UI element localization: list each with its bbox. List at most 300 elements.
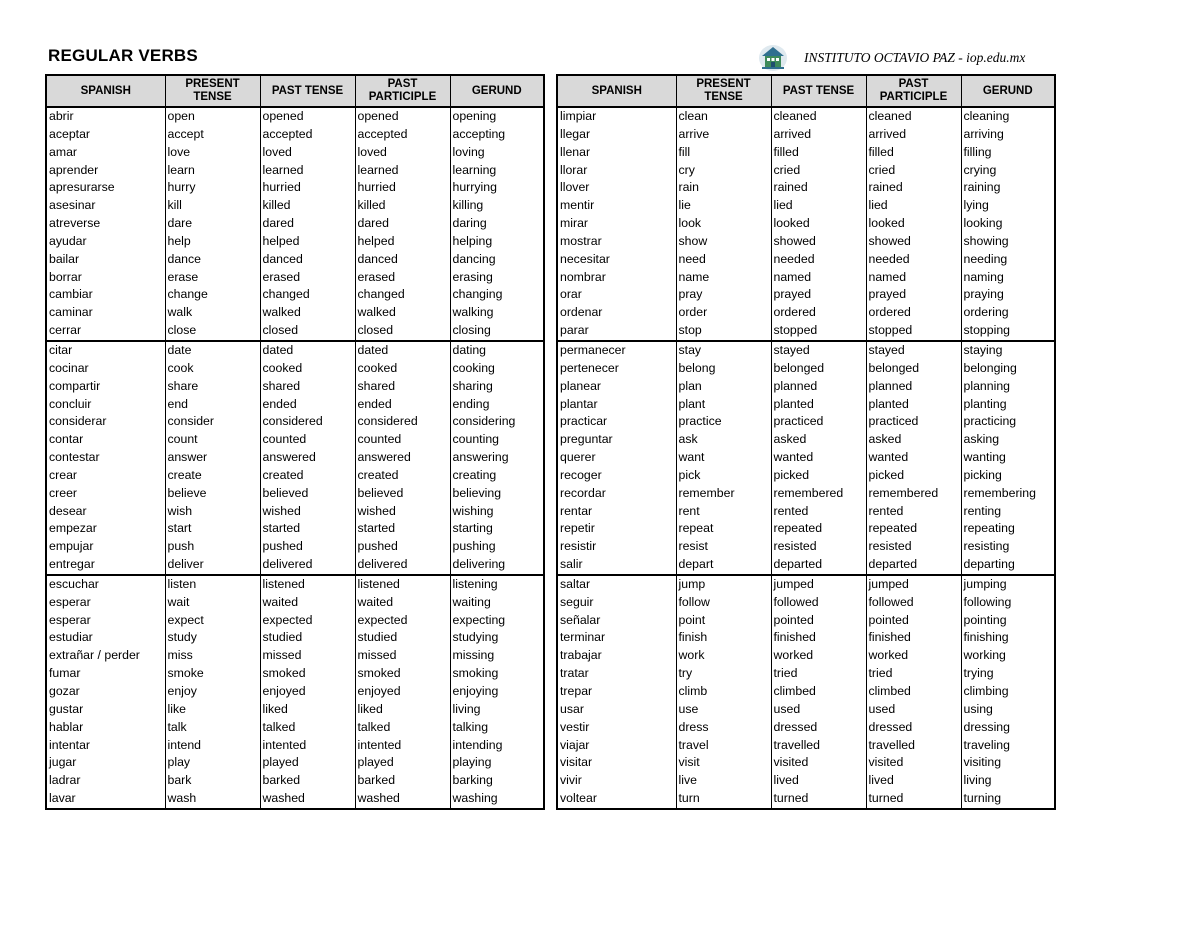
past-tense-cell: planned — [771, 378, 866, 396]
past-participle-cell: finished — [866, 629, 961, 647]
present-tense-cell: study — [165, 629, 260, 647]
past-participle-cell: believed — [355, 485, 450, 503]
past-tense-cell: wanted — [771, 449, 866, 467]
spanish-cell: orar — [560, 287, 582, 302]
past-participle-cell: rented — [866, 503, 961, 521]
present-tense-cell: intend — [165, 737, 260, 755]
present-tense-cell: finish — [676, 629, 771, 647]
spanish-cell: llorar — [560, 162, 588, 177]
present-tense-cell: travel — [676, 737, 771, 755]
spanish-cell: plantar — [560, 396, 598, 411]
gerund-cell: filling — [961, 144, 1055, 162]
past-participle-cell: hurried — [355, 179, 450, 197]
gerund-cell: ordering — [961, 304, 1055, 322]
verb-row — [557, 449, 1055, 467]
past-participle-cell: delivered — [355, 556, 450, 575]
gerund-cell: studying — [450, 629, 544, 647]
past-participle-cell: killed — [355, 197, 450, 215]
past-tense-cell: travelled — [771, 737, 866, 755]
header-gerund: GERUND — [450, 75, 544, 107]
verb-row — [46, 594, 544, 612]
past-participle-cell: ordered — [866, 304, 961, 322]
verbs-table-right — [556, 74, 1056, 810]
gerund-cell: answering — [450, 449, 544, 467]
spanish-cell: vivir — [560, 773, 582, 788]
verb-row — [557, 683, 1055, 701]
spanish-cell: aprender — [49, 162, 99, 177]
gerund-cell: creating — [450, 467, 544, 485]
verb-row — [46, 737, 544, 755]
past-tense-cell: counted — [260, 431, 355, 449]
institute-logo-icon — [758, 44, 788, 72]
present-tense-cell: pray — [676, 286, 771, 304]
verb-row — [46, 179, 544, 197]
present-tense-cell: show — [676, 233, 771, 251]
spanish-cell: usar — [560, 701, 584, 716]
present-tense-cell: erase — [165, 269, 260, 287]
spanish-cell: salir — [560, 557, 583, 572]
present-tense-cell: need — [676, 251, 771, 269]
gerund-cell: trying — [961, 665, 1055, 683]
past-participle-cell: jumped — [866, 575, 961, 594]
spanish-cell: entregar — [49, 557, 95, 572]
verb-row — [557, 251, 1055, 269]
gerund-cell: accepting — [450, 126, 544, 144]
past-tense-cell: stayed — [771, 341, 866, 360]
past-tense-cell: climbed — [771, 683, 866, 701]
spanish-cell: necesitar — [560, 251, 610, 266]
verb-row — [46, 683, 544, 701]
past-tense-cell: used — [771, 701, 866, 719]
past-participle-cell: cried — [866, 162, 961, 180]
verb-row — [557, 503, 1055, 521]
gerund-cell: belonging — [961, 360, 1055, 378]
verb-row — [557, 790, 1055, 809]
spanish-cell: esperar — [49, 594, 91, 609]
present-tense-cell: remember — [676, 485, 771, 503]
verb-row — [46, 449, 544, 467]
past-tense-cell: washed — [260, 790, 355, 809]
present-tense-cell: use — [676, 701, 771, 719]
verb-row — [46, 162, 544, 180]
past-tense-cell: pointed — [771, 612, 866, 630]
spanish-cell: parar — [560, 323, 589, 338]
gerund-cell: opening — [450, 107, 544, 126]
past-tense-cell: ordered — [771, 304, 866, 322]
past-participle-cell: followed — [866, 594, 961, 612]
header-present-tense: PRESENT TENSE — [165, 75, 260, 107]
gerund-cell: considering — [450, 413, 544, 431]
gerund-cell: departing — [961, 556, 1055, 575]
past-participle-cell: started — [355, 520, 450, 538]
gerund-cell: turning — [961, 790, 1055, 809]
gerund-cell: ending — [450, 396, 544, 414]
past-participle-cell: learned — [355, 162, 450, 180]
gerund-cell: stopping — [961, 322, 1055, 341]
past-tense-cell: missed — [260, 647, 355, 665]
gerund-cell: traveling — [961, 737, 1055, 755]
gerund-cell: naming — [961, 269, 1055, 287]
spanish-cell: señalar — [560, 612, 601, 627]
verb-row — [46, 503, 544, 521]
spanish-cell: apresurarse — [49, 180, 115, 195]
present-tense-cell: rent — [676, 503, 771, 521]
verb-row — [46, 378, 544, 396]
spanish-cell: gozar — [49, 684, 80, 698]
gerund-cell: washing — [450, 790, 544, 809]
gerund-cell: daring — [450, 215, 544, 233]
present-tense-cell: kill — [165, 197, 260, 215]
past-tense-cell: created — [260, 467, 355, 485]
spanish-cell: contar — [49, 432, 84, 447]
past-participle-cell: expected — [355, 612, 450, 630]
past-participle-cell: stopped — [866, 322, 961, 341]
spanish-cell: llover — [560, 180, 590, 195]
past-tense-cell: dated — [260, 341, 355, 360]
spanish-cell: mentir — [560, 198, 595, 213]
gerund-cell: missing — [450, 647, 544, 665]
verb-row — [557, 737, 1055, 755]
spanish-cell: considerar — [49, 414, 107, 429]
verb-row — [557, 665, 1055, 683]
past-tense-cell: cooked — [260, 360, 355, 378]
verb-row — [557, 612, 1055, 630]
present-tense-cell: hurry — [165, 179, 260, 197]
verb-row — [46, 575, 544, 594]
present-tense-cell: answer — [165, 449, 260, 467]
past-participle-cell: visited — [866, 754, 961, 772]
verb-row — [557, 162, 1055, 180]
verb-row — [557, 396, 1055, 414]
gerund-cell: delivering — [450, 556, 544, 575]
past-participle-cell: tried — [866, 665, 961, 683]
spanish-cell: visitar — [560, 755, 593, 770]
spanish-cell: caminar — [49, 305, 93, 320]
verb-row — [46, 629, 544, 647]
gerund-cell: picking — [961, 467, 1055, 485]
past-tense-cell: visited — [771, 754, 866, 772]
verb-row — [557, 772, 1055, 790]
verb-row — [46, 719, 544, 737]
spanish-cell: ayudar — [49, 233, 87, 248]
past-participle-cell: planned — [866, 378, 961, 396]
gerund-cell: living — [961, 772, 1055, 790]
past-tense-cell: planted — [771, 396, 866, 414]
spanish-cell: ladrar — [49, 773, 81, 788]
past-participle-cell: washed — [355, 790, 450, 809]
verbs-table-left — [45, 74, 545, 810]
verbs-table-right-body — [557, 107, 1055, 809]
past-participle-cell: cleaned — [866, 107, 961, 126]
present-tense-cell: expect — [165, 612, 260, 630]
past-participle-cell: helped — [355, 233, 450, 251]
gerund-cell: playing — [450, 754, 544, 772]
gerund-cell: sharing — [450, 378, 544, 396]
present-tense-cell: fill — [676, 144, 771, 162]
present-tense-cell: close — [165, 322, 260, 341]
verb-row — [46, 251, 544, 269]
present-tense-cell: climb — [676, 683, 771, 701]
past-participle-cell: counted — [355, 431, 450, 449]
past-tense-cell: rained — [771, 179, 866, 197]
past-participle-cell: cooked — [355, 360, 450, 378]
spanish-cell: planear — [560, 378, 602, 393]
spanish-cell: vestir — [560, 719, 590, 734]
past-tense-cell: killed — [260, 197, 355, 215]
verb-row — [557, 233, 1055, 251]
past-participle-cell: missed — [355, 647, 450, 665]
verb-row — [557, 413, 1055, 431]
past-participle-cell: practiced — [866, 413, 961, 431]
verb-row — [46, 520, 544, 538]
past-tense-cell: lied — [771, 197, 866, 215]
verb-row — [557, 107, 1055, 126]
past-participle-cell: listened — [355, 575, 450, 594]
verb-row — [557, 467, 1055, 485]
present-tense-cell: share — [165, 378, 260, 396]
past-participle-cell: resisted — [866, 538, 961, 556]
past-participle-cell: studied — [355, 629, 450, 647]
header-past-participle: PAST PARTICIPLE — [866, 75, 961, 107]
past-tense-cell: accepted — [260, 126, 355, 144]
gerund-cell: dancing — [450, 251, 544, 269]
past-tense-cell: dared — [260, 215, 355, 233]
present-tense-cell: date — [165, 341, 260, 360]
present-tense-cell: practice — [676, 413, 771, 431]
past-tense-cell: considered — [260, 413, 355, 431]
present-tense-cell: clean — [676, 107, 771, 126]
present-tense-cell: talk — [165, 719, 260, 737]
past-participle-cell: opened — [355, 107, 450, 126]
spanish-cell: seguir — [560, 594, 594, 609]
spanish-cell: jugar — [49, 755, 77, 770]
header-row — [557, 75, 1055, 107]
past-tense-cell: hurried — [260, 179, 355, 197]
present-tense-cell: dance — [165, 251, 260, 269]
spanish-cell: gustar — [49, 701, 84, 716]
past-tense-cell: changed — [260, 286, 355, 304]
present-tense-cell: end — [165, 396, 260, 414]
gerund-cell: remembering — [961, 485, 1055, 503]
verb-row — [46, 269, 544, 287]
present-tense-cell: try — [676, 665, 771, 683]
gerund-cell: counting — [450, 431, 544, 449]
past-participle-cell: walked — [355, 304, 450, 322]
gerund-cell: helping — [450, 233, 544, 251]
verb-row — [46, 126, 544, 144]
past-participle-cell: closed — [355, 322, 450, 341]
gerund-cell: renting — [961, 503, 1055, 521]
past-participle-cell: filled — [866, 144, 961, 162]
present-tense-cell: play — [165, 754, 260, 772]
present-tense-cell: name — [676, 269, 771, 287]
verb-row — [557, 754, 1055, 772]
past-tense-cell: rented — [771, 503, 866, 521]
verb-row — [557, 304, 1055, 322]
past-participle-cell: liked — [355, 701, 450, 719]
present-tense-cell: create — [165, 467, 260, 485]
past-participle-cell: answered — [355, 449, 450, 467]
spanish-cell: amar — [49, 144, 78, 159]
past-tense-cell: repeated — [771, 520, 866, 538]
spanish-cell: aceptar — [49, 126, 91, 141]
present-tense-cell: resist — [676, 538, 771, 556]
verb-row — [46, 233, 544, 251]
past-tense-cell: resisted — [771, 538, 866, 556]
present-tense-cell: work — [676, 647, 771, 665]
verbs-table-left-body — [46, 107, 544, 809]
present-tense-cell: bark — [165, 772, 260, 790]
past-tense-cell: practiced — [771, 413, 866, 431]
gerund-cell: needing — [961, 251, 1055, 269]
past-tense-cell: walked — [260, 304, 355, 322]
gerund-cell: using — [961, 701, 1055, 719]
verb-row — [557, 629, 1055, 647]
spanish-cell: pertenecer — [560, 360, 619, 375]
verb-row — [46, 485, 544, 503]
past-tense-cell: believed — [260, 485, 355, 503]
gerund-cell: cleaning — [961, 107, 1055, 126]
spanish-cell: empujar — [49, 539, 94, 554]
present-tense-cell: learn — [165, 162, 260, 180]
past-tense-cell: played — [260, 754, 355, 772]
past-tense-cell: talked — [260, 719, 355, 737]
spanish-cell: crear — [49, 467, 78, 482]
past-tense-cell: delivered — [260, 556, 355, 575]
spanish-cell: viajar — [560, 737, 590, 752]
past-tense-cell: waited — [260, 594, 355, 612]
gerund-cell: repeating — [961, 520, 1055, 538]
verb-row — [557, 647, 1055, 665]
past-tense-cell: answered — [260, 449, 355, 467]
spanish-cell: empezar — [49, 521, 97, 536]
header-gerund: GERUND — [961, 75, 1055, 107]
verb-row — [46, 431, 544, 449]
gerund-cell: wanting — [961, 449, 1055, 467]
past-participle-cell: lived — [866, 772, 961, 790]
gerund-cell: living — [450, 701, 544, 719]
gerund-cell: talking — [450, 719, 544, 737]
past-participle-cell: stayed — [866, 341, 961, 360]
verb-row — [557, 701, 1055, 719]
spanish-cell: hablar — [49, 719, 84, 734]
past-tense-cell: barked — [260, 772, 355, 790]
spanish-cell: creer — [49, 485, 78, 500]
past-participle-cell: dated — [355, 341, 450, 360]
gerund-cell: arriving — [961, 126, 1055, 144]
spanish-cell: abrir — [49, 109, 74, 123]
past-tense-cell: listened — [260, 575, 355, 594]
gerund-cell: learning — [450, 162, 544, 180]
gerund-cell: jumping — [961, 575, 1055, 594]
present-tense-cell: look — [676, 215, 771, 233]
spanish-cell: ordenar — [560, 305, 603, 320]
past-participle-cell: intented — [355, 737, 450, 755]
verb-row — [46, 396, 544, 414]
header-spanish: SPANISH — [557, 75, 676, 107]
header-spanish: SPANISH — [46, 75, 165, 107]
present-tense-cell: plan — [676, 378, 771, 396]
gerund-cell: working — [961, 647, 1055, 665]
present-tense-cell: consider — [165, 413, 260, 431]
gerund-cell: pointing — [961, 612, 1055, 630]
verb-row — [557, 215, 1055, 233]
present-tense-cell: depart — [676, 556, 771, 575]
past-participle-cell: remembered — [866, 485, 961, 503]
spanish-cell: desear — [49, 503, 87, 518]
spanish-cell: terminar — [560, 630, 606, 645]
verb-row — [46, 286, 544, 304]
verb-row — [46, 754, 544, 772]
gerund-cell: staying — [961, 341, 1055, 360]
spanish-cell: preguntar — [560, 432, 613, 447]
present-tense-cell: like — [165, 701, 260, 719]
present-tense-cell: help — [165, 233, 260, 251]
verb-row — [46, 341, 544, 360]
past-tense-cell: intented — [260, 737, 355, 755]
present-tense-cell: repeat — [676, 520, 771, 538]
present-tense-cell: wish — [165, 503, 260, 521]
gerund-cell: finishing — [961, 629, 1055, 647]
spanish-cell: escuchar — [46, 575, 165, 594]
past-tense-cell: filled — [771, 144, 866, 162]
past-tense-cell: erased — [260, 269, 355, 287]
past-participle-cell: wanted — [866, 449, 961, 467]
gerund-cell: believing — [450, 485, 544, 503]
gerund-cell: killing — [450, 197, 544, 215]
present-tense-cell: love — [165, 144, 260, 162]
past-participle-cell: accepted — [355, 126, 450, 144]
gerund-cell: looking — [961, 215, 1055, 233]
present-tense-cell: miss — [165, 647, 260, 665]
spanish-cell: borrar — [49, 269, 82, 284]
verb-row — [557, 341, 1055, 360]
present-tense-cell: change — [165, 286, 260, 304]
present-tense-cell: wash — [165, 790, 260, 809]
past-participle-cell: prayed — [866, 286, 961, 304]
verb-row — [46, 144, 544, 162]
gerund-cell: raining — [961, 179, 1055, 197]
past-participle-cell: ended — [355, 396, 450, 414]
past-participle-cell: pointed — [866, 612, 961, 630]
past-participle-cell: talked — [355, 719, 450, 737]
past-participle-cell: departed — [866, 556, 961, 575]
verb-row — [557, 197, 1055, 215]
institute-name: INSTITUTO OCTAVIO PAZ - iop.edu.mx — [804, 50, 1026, 65]
gerund-cell: starting — [450, 520, 544, 538]
verb-row — [557, 485, 1055, 503]
spanish-cell: esperar — [49, 612, 91, 627]
gerund-cell: dating — [450, 341, 544, 360]
present-tense-cell: open — [165, 107, 260, 126]
spanish-cell: cerrar — [49, 323, 82, 338]
spanish-cell: extrañar / perder — [49, 648, 140, 663]
spanish-cell: trabajar — [560, 648, 602, 663]
verb-row — [557, 144, 1055, 162]
spanish-cell: llenar — [560, 144, 591, 159]
gerund-cell: cooking — [450, 360, 544, 378]
spanish-cell: querer — [560, 450, 596, 465]
present-tense-cell: arrive — [676, 126, 771, 144]
past-participle-cell: created — [355, 467, 450, 485]
gerund-cell: pushing — [450, 538, 544, 556]
spanish-cell: trepar — [560, 684, 593, 698]
past-tense-cell: named — [771, 269, 866, 287]
verb-row — [46, 197, 544, 215]
spanish-cell: repetir — [560, 521, 595, 536]
past-participle-cell: dressed — [866, 719, 961, 737]
past-participle-cell: needed — [866, 251, 961, 269]
